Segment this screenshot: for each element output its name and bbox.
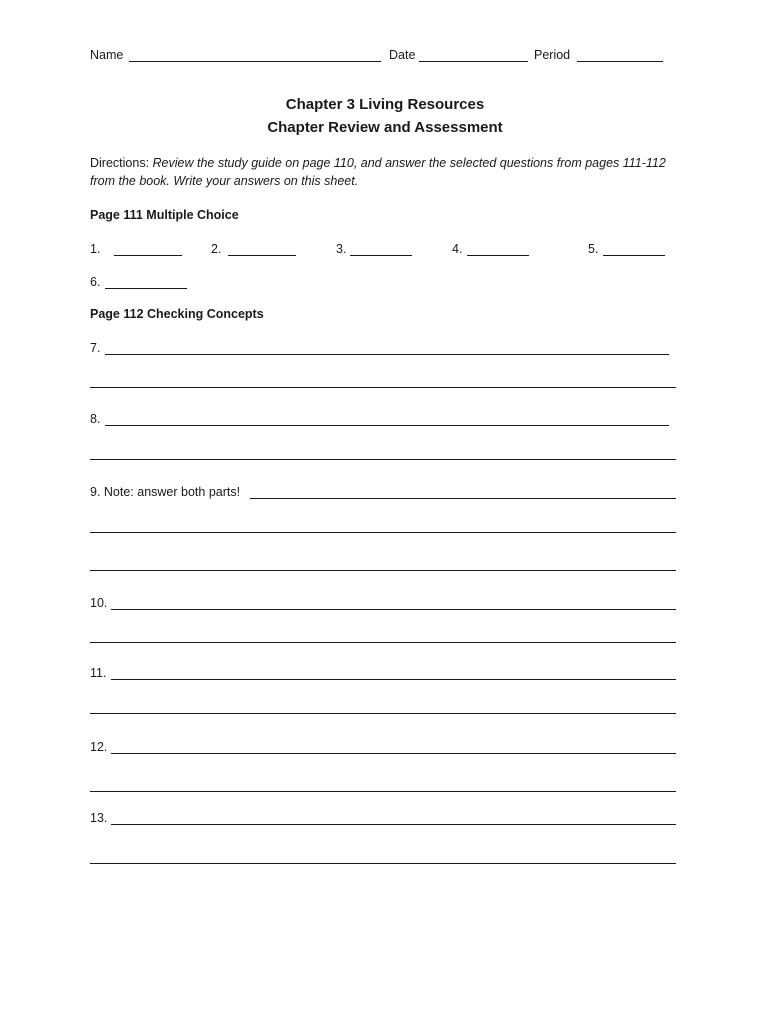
- mc-number-4: 4.: [452, 242, 463, 256]
- question-13-answer-line-2[interactable]: [90, 863, 676, 864]
- question-8-answer-line-1[interactable]: [105, 425, 669, 426]
- question-9-label: 9. Note: answer both parts!: [90, 485, 241, 499]
- question-11-answer-line-1[interactable]: [111, 679, 676, 680]
- question-13-label: 13.: [90, 811, 108, 825]
- mc-number-1: 1.: [90, 242, 101, 256]
- question-12-label: 12.: [90, 740, 108, 754]
- mc-answer-4[interactable]: [467, 255, 529, 256]
- question-10-label: 10.: [90, 596, 108, 610]
- mc-answer-6[interactable]: [105, 288, 187, 289]
- question-8-answer-line-2[interactable]: [90, 459, 676, 460]
- question-9-answer-line-3[interactable]: [90, 570, 676, 571]
- directions-line-1: [90, 156, 666, 170]
- question-9-answer-line-1[interactable]: [250, 498, 676, 499]
- question-7-answer-line-2[interactable]: [90, 387, 676, 388]
- question-9-answer-line-2[interactable]: [90, 532, 676, 533]
- question-11-answer-line-2[interactable]: [90, 713, 676, 714]
- question-13-answer-line-1[interactable]: [111, 824, 676, 825]
- mc-answer-3[interactable]: [350, 255, 412, 256]
- question-8-label: 8.: [90, 412, 101, 426]
- mc-answer-1[interactable]: [114, 255, 182, 256]
- mc-answer-2[interactable]: [228, 255, 296, 256]
- question-10-answer-line-2[interactable]: [90, 642, 676, 643]
- mc-number-6: 6.: [90, 275, 101, 289]
- mc-number-5: 5.: [588, 242, 599, 256]
- mc-answer-5[interactable]: [603, 255, 665, 256]
- worksheet-subtitle: Chapter Review and Assessment: [267, 119, 503, 136]
- period-field[interactable]: [577, 61, 663, 62]
- question-12-answer-line-2[interactable]: [90, 791, 676, 792]
- period-label: Period: [534, 48, 571, 62]
- question-11-label: 11.: [90, 666, 107, 680]
- mc-number-3: 3.: [336, 242, 347, 256]
- name-label: Name: [90, 48, 124, 62]
- mc-number-2: 2.: [211, 242, 222, 256]
- question-10-answer-line-1[interactable]: [111, 609, 676, 610]
- section-heading-multiple-choice: Page 111 Multiple Choice: [90, 208, 239, 222]
- name-field[interactable]: [129, 61, 381, 62]
- date-field[interactable]: [419, 61, 528, 62]
- date-label: Date: [389, 48, 416, 62]
- worksheet-title: Chapter 3 Living Resources: [285, 96, 485, 113]
- question-12-answer-line-1[interactable]: [111, 753, 676, 754]
- directions-text-1: Review the study guide on page 110, and answer the selected questions from pages 111-112: [152, 156, 666, 170]
- directions-text-2: from the book. Write your answers on this sheet.: [90, 174, 359, 188]
- question-7-label: 7.: [90, 341, 101, 355]
- question-7-answer-line-1[interactable]: [105, 354, 669, 355]
- section-heading-checking-concepts: Page 112 Checking Concepts: [90, 307, 264, 321]
- directions-label: Directions:: [90, 156, 150, 170]
